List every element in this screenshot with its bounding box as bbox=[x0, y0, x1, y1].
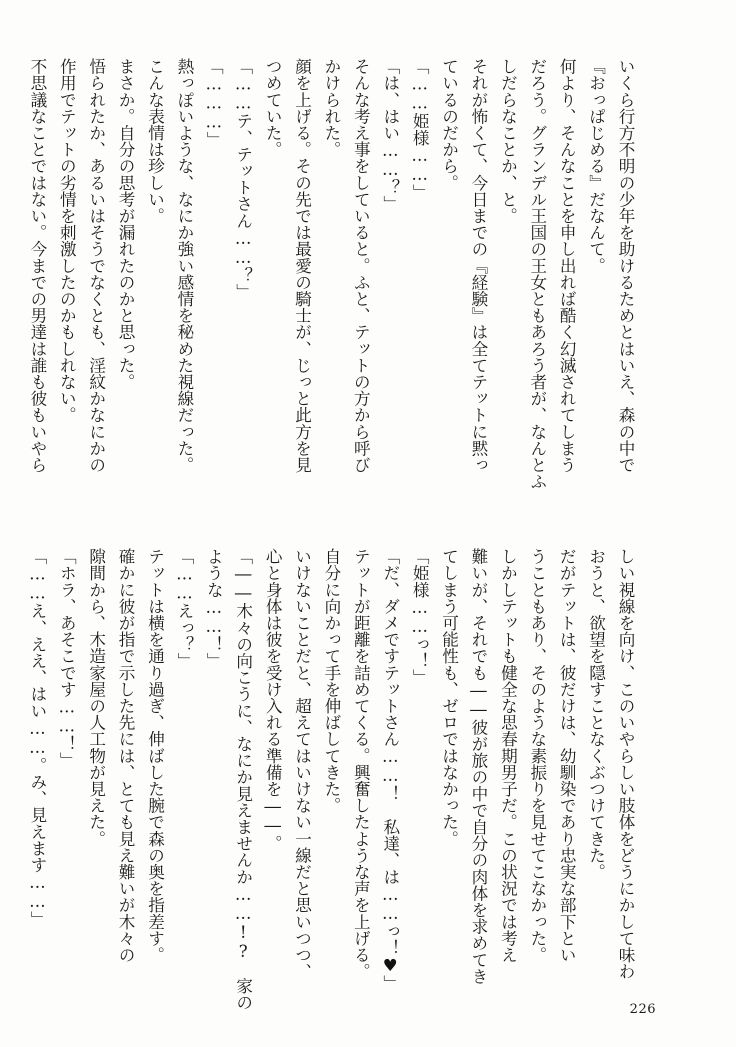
text-line: 何より、そんなことを申し出れば酷く幻滅されてしまう bbox=[557, 58, 577, 473]
text-line: テットが距離を詰めてくる。興奮したような声を上げる。 bbox=[351, 548, 371, 980]
text-line: おうと、欲望を隠すことなくぶつけてきた。 bbox=[586, 548, 606, 880]
text-line: 「……えっ？」 bbox=[174, 548, 194, 669]
text-line: 熱っぽいような、なにか強い感情を秘めた視線だった。 bbox=[174, 58, 194, 473]
text-line: だろう。グランデル王国の王女ともあろう者が、なんとふ bbox=[527, 58, 547, 490]
text-line: いけないことだと、超えてはいけない一線だと思いつつ、 bbox=[292, 548, 312, 980]
text-line: 「……え、ええ、はい……。み、見えます……」 bbox=[27, 548, 47, 928]
text-line: かけられた。 bbox=[321, 58, 341, 158]
text-line: まさか。自分の思考が漏れたのかと思った。 bbox=[116, 58, 136, 390]
upper-text-block bbox=[22, 58, 640, 504]
text-line: ているのだから。 bbox=[439, 58, 459, 191]
text-line: 顔を上げる。その先では最愛の騎士が、じっと此方を見 bbox=[292, 58, 312, 473]
text-line bbox=[375, 548, 404, 994]
text-line: 「……テ、テットさん……？」 bbox=[233, 58, 253, 300]
text-line: それが怖くて、今日までの『経験』は全てテットに黙っ bbox=[468, 58, 488, 473]
text-line: つめていた。 bbox=[263, 58, 283, 158]
dialogue-text: 「姫様……っ！ bbox=[410, 548, 430, 669]
text-line: 不思議なことではない。今までの男達は誰も彼もいやら bbox=[27, 58, 47, 473]
text-line: 確かに彼が指で示した先には、とても見え難いが木々の bbox=[116, 548, 136, 963]
lower-text-block bbox=[22, 548, 640, 1011]
text-line: テットは横を通り過ぎ、伸ばした腕で森の奥を指差す。 bbox=[145, 548, 165, 963]
page-number: 226 bbox=[629, 1002, 656, 1017]
text-line: 「………」 bbox=[204, 58, 224, 149]
text-line: 作用でテットの劣情を刺激したのかもしれない。 bbox=[57, 58, 77, 424]
text-line: てしまう可能性も、ゼロではなかった。 bbox=[439, 548, 459, 847]
text-line: しい視線を向け、このいやらしい肢体をどうにかして味わ bbox=[616, 548, 635, 980]
text-line: しだらなことか、と。 bbox=[498, 58, 518, 224]
text-line: しかしテットも健全な思春期男子だ。この状況では考え bbox=[498, 548, 518, 963]
text-line: 「は、はい……？」 bbox=[380, 58, 400, 213]
text-line: 隙間から、木造家屋の人工物が見えた。 bbox=[86, 548, 106, 847]
text-line: ような……！」 bbox=[204, 548, 224, 669]
text-line: 難いが、それでも――彼が旅の中で自分の肉体を求めてき bbox=[468, 548, 488, 985]
close-bracket: 」 bbox=[410, 669, 430, 686]
text-line: 自分に向かって手を伸ばしてきた。 bbox=[321, 548, 341, 814]
text-line: 『おっぱじめる』だなんて。 bbox=[586, 58, 606, 274]
text-line: いくら行方不明の少年を助けるためとはいえ、森の中で bbox=[616, 58, 635, 473]
text-line: 「――木々の向こうに、なにか見えませんか……!? 家の bbox=[233, 548, 253, 1011]
text-line: そんな考え事をしていると。ふと、テットの方から呼び bbox=[351, 58, 371, 473]
text-line: 悟られたか、あるいはそうでなくとも、淫紋かなにかの bbox=[86, 58, 106, 473]
text-line: だがテットは、彼だけは、幼馴染であり忠実な部下とい bbox=[557, 548, 577, 963]
text-line: 心と身体は彼を受け入れる準備を――。 bbox=[263, 548, 283, 852]
dialogue-text: 「だ、ダメですテットさん……！ 私達、は……っ！ bbox=[380, 548, 400, 956]
heart-icon: ♥」 bbox=[380, 956, 400, 992]
text-line: 「……姫様……」 bbox=[410, 58, 430, 201]
text-line: こんな表情は珍しい。 bbox=[145, 58, 165, 224]
text-line bbox=[405, 548, 434, 994]
text-line: うこともあり、そのような素振りを見せてこなかった。 bbox=[527, 548, 547, 963]
text-line: 「ホラ、あそこです……！」 bbox=[57, 548, 77, 769]
